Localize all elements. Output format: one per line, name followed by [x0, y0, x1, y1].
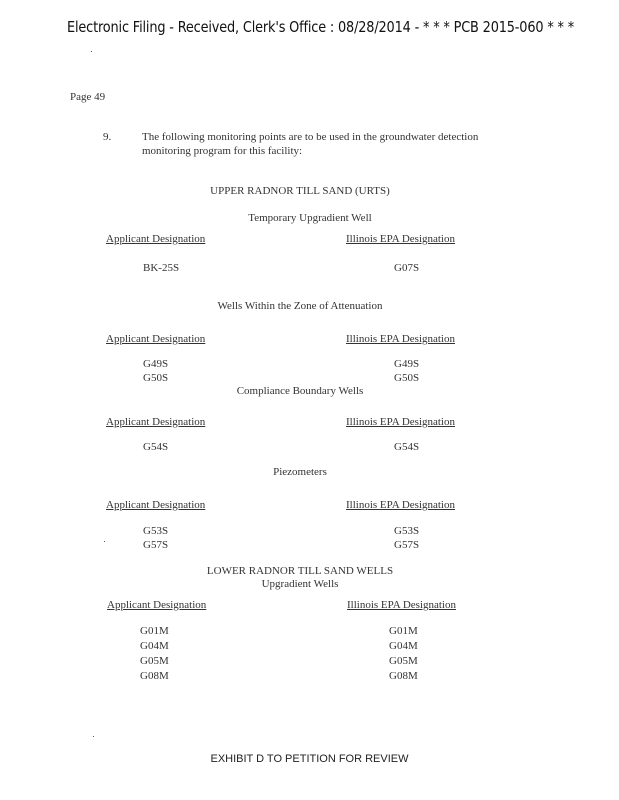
- col-header-epa: Illinois EPA Designation: [346, 499, 455, 511]
- epa-well: G05M: [389, 655, 418, 667]
- upper-section-title: UPPER RADNOR TILL SAND (URTS): [210, 185, 390, 197]
- epa-well: G04M: [389, 640, 418, 652]
- epa-well-list: [394, 524, 419, 552]
- epa-well: G49S: [394, 358, 420, 370]
- applicant-well-list: [143, 524, 168, 552]
- col-header-epa: Illinois EPA Designation: [346, 233, 455, 245]
- col-header-applicant: Applicant Designation: [107, 599, 207, 611]
- col-header-applicant: Applicant Designation: [106, 499, 206, 511]
- group-heading-upgradient-wells: Upgradient Wells: [261, 578, 339, 590]
- group-heading-piezometers: Piezometers: [273, 466, 327, 478]
- page-label: Page 49: [70, 91, 106, 103]
- scan-speck: [93, 736, 94, 737]
- epa-well: G08M: [389, 670, 418, 682]
- epa-well: G07S: [394, 262, 420, 274]
- epa-well: G50S: [394, 372, 420, 384]
- col-header-epa: Illinois EPA Designation: [347, 599, 456, 611]
- epa-well: G54S: [394, 441, 420, 453]
- epa-well-list: [394, 357, 419, 385]
- item-number: 9.: [103, 131, 112, 143]
- applicant-well: G08M: [140, 670, 169, 682]
- epa-well: G01M: [389, 625, 418, 637]
- epa-well: G53S: [394, 525, 420, 537]
- applicant-well: G05M: [140, 655, 169, 667]
- group-heading-temporary-upgradient: Temporary Upgradient Well: [248, 212, 372, 224]
- item-text-line2: monitoring program for this facility:: [142, 145, 303, 157]
- group-heading-compliance-boundary: Compliance Boundary Wells: [236, 385, 364, 397]
- scan-speck: [104, 541, 105, 542]
- epa-well: G57S: [394, 539, 420, 551]
- applicant-well: G04M: [140, 640, 169, 652]
- applicant-well: G54S: [143, 441, 169, 453]
- applicant-well: G57S: [143, 539, 169, 551]
- applicant-well: G49S: [143, 358, 169, 370]
- applicant-well: G01M: [140, 625, 169, 637]
- item-text-line1: The following monitoring points are to be used in the groundwater detection: [142, 131, 479, 143]
- exhibit-footer: EXHIBIT D TO PETITION FOR REVIEW: [210, 753, 409, 765]
- col-header-epa: Illinois EPA Designation: [346, 416, 455, 428]
- applicant-well: BK-25S: [143, 262, 180, 274]
- col-header-applicant: Applicant Designation: [106, 233, 206, 245]
- filing-header: Electronic Filing - Received, Clerk's Office : 08/28/2014 - * * * PCB 2015-060 * * *: [67, 18, 575, 36]
- applicant-well-list: [143, 357, 168, 385]
- col-header-applicant: Applicant Designation: [106, 416, 206, 428]
- group-heading-zone-of-attenuation: Wells Within the Zone of Attenuation: [217, 300, 383, 312]
- lower-section-title: LOWER RADNOR TILL SAND WELLS: [206, 565, 394, 577]
- epa-well-list: [389, 624, 418, 684]
- col-header-applicant: Applicant Designation: [106, 333, 206, 345]
- col-header-epa: Illinois EPA Designation: [346, 333, 455, 345]
- applicant-well-list: [140, 624, 169, 684]
- applicant-well: G50S: [143, 372, 169, 384]
- scan-speck: [91, 51, 92, 52]
- applicant-well: G53S: [143, 525, 169, 537]
